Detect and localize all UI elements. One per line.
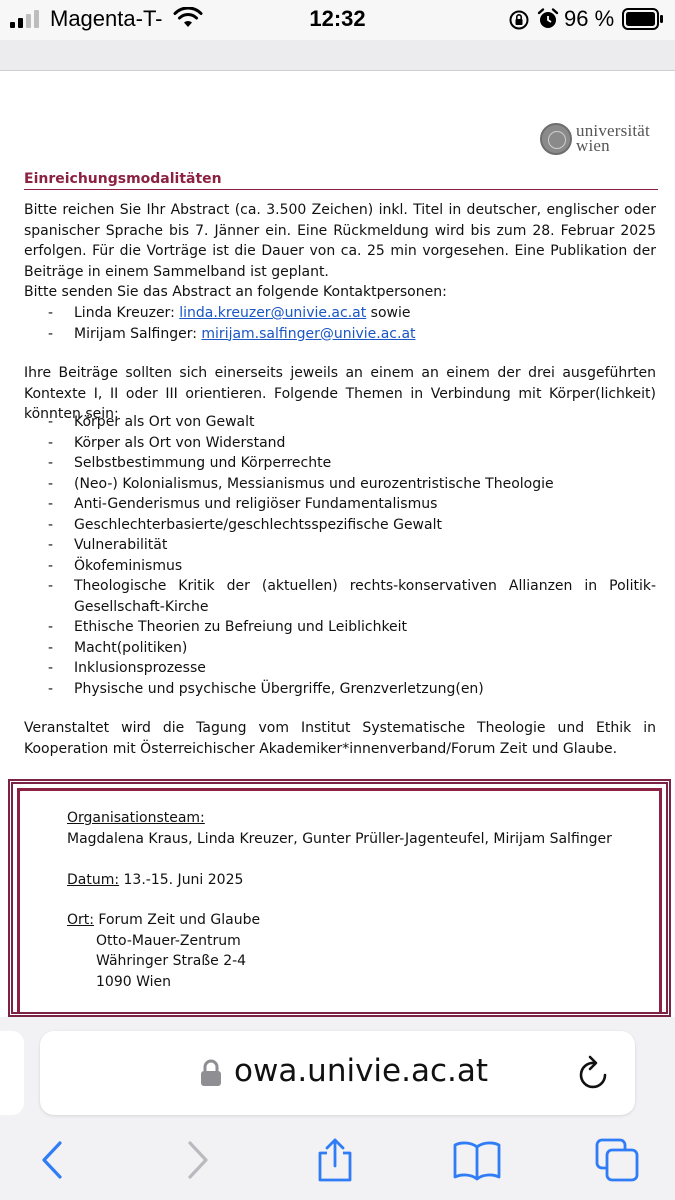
reload-icon[interactable] <box>576 1053 612 1091</box>
team-members: Magdalena Kraus, Linda Kreuzer, Gunter Prüller-Jagenteufel, Mirijam Salfinger <box>67 830 612 847</box>
viewer-top-strip <box>0 40 675 71</box>
tabs-icon[interactable] <box>594 1137 640 1183</box>
list-item: - Selbstbestimmung und Körperrechte <box>48 453 656 474</box>
place-line: 1090 Wien <box>96 973 171 990</box>
email-link[interactable]: linda.kreuzer@univie.ac.at <box>179 305 367 321</box>
list-item: - Physische und psychische Übergriffe, Grenzverletzung(en) <box>48 679 656 700</box>
list-item: - Anti-Genderismus und religiöser Fundamentalismus <box>48 494 656 515</box>
email-link[interactable]: mirijam.salfinger@univie.ac.at <box>201 325 416 342</box>
document-page[interactable] <box>0 71 675 1017</box>
clock: 12:32 <box>309 6 366 31</box>
list-item: - Ethische Theorien zu Befreiung und Leiblichkeit <box>48 617 656 638</box>
paragraph-organizer: Veranstaltet wird die Tagung vom Institut Systematische Theologie und Ethik in Kooperation mit Österreichischer Akademiker*innenverband/Forum Zeit und Glaube. <box>24 720 656 757</box>
info-box <box>8 779 671 1017</box>
list-item: - Theologische Kritik der (aktuellen) rechts-konservativen Allianzen in Politik-Gesellschaft-Kirche <box>48 576 656 617</box>
logo-line-2: wien <box>576 136 610 155</box>
address-bar[interactable] <box>40 1031 635 1115</box>
topics-list <box>48 412 656 699</box>
bookmarks-icon[interactable] <box>452 1137 502 1183</box>
section-title: Einreichungsmodalitäten <box>24 171 658 190</box>
list-item: - (Neo-) Kolonialismus, Messianismus und eurozentristische Theologie <box>48 474 656 495</box>
list-item: - Inklusionsprozesse <box>48 658 656 679</box>
paragraph-submission: Bitte reichen Sie Ihr Abstract (ca. 3.500 Zeichen) inkl. Titel in deutscher, englischer oder spanischer Sprache bis 7. Jänner ein. Eine Rückmeldung wird bis zum 28. Februar 2025 erfolgen. Für die Vorträge ist die Dauer von ca. 25 min vorgesehen. Eine Publikation der Beiträge in einem Sammelband ist geplant. <box>24 202 656 280</box>
alarm-icon <box>536 7 560 31</box>
list-item: - Macht(politiken) <box>48 638 656 659</box>
carrier-name: Magenta-T- <box>50 6 163 31</box>
list-item: - Geschlechterbasierte/geschlechtsspezifische Gewalt <box>48 515 656 536</box>
contacts-list <box>48 303 416 344</box>
date-label: Datum: <box>67 872 120 888</box>
previous-tab-preview[interactable] <box>0 1031 24 1115</box>
university-logo <box>540 123 650 159</box>
place-line: Otto-Mauer-Zentrum <box>96 932 241 949</box>
place-label: Ort: <box>67 912 94 928</box>
battery-icon <box>622 8 664 30</box>
list-item: - Ökofeminismus <box>48 556 656 577</box>
orientation-lock-icon <box>508 9 530 31</box>
place-line: Währinger Straße 2-4 <box>96 953 247 969</box>
team-label: Organisationsteam: <box>67 810 205 826</box>
list-item: - Mirijam Salfinger: mirijam.salfinger@univie.ac.at <box>48 324 416 345</box>
share-icon[interactable] <box>312 1137 358 1183</box>
forward-icon[interactable] <box>174 1137 220 1183</box>
list-item: - Körper als Ort von Widerstand <box>48 433 656 454</box>
battery-percent: 96 % <box>564 6 615 31</box>
date-value: 13.-15. Juni 2025 <box>119 872 244 888</box>
paragraph-topics-intro: Ihre Beiträge sollten sich einerseits jeweils an einem an einem der drei ausgeführten Kontexte I, II oder III orientieren. Folgende Themen in Verbindung mit Körper(lichkeit) könnten sein: <box>24 365 656 422</box>
university-seal-icon <box>540 123 572 155</box>
place-line: Forum Zeit und Glaube <box>93 912 261 928</box>
logo-line-1: universität <box>576 121 650 140</box>
contacts-intro: Bitte senden Sie das Abstract an folgende Kontaktpersonen: <box>24 284 447 300</box>
list-item: - Vulnerabilität <box>48 535 656 556</box>
back-icon[interactable] <box>30 1137 76 1183</box>
list-item: - Körper als Ort von Gewalt <box>48 412 656 433</box>
status-bar <box>0 0 675 40</box>
list-item: - Linda Kreuzer: linda.kreuzer@univie.ac.at sowie <box>48 303 416 324</box>
url-text: owa.univie.ac.at <box>234 1053 489 1089</box>
browser-bottom-bar <box>0 1017 675 1200</box>
lock-icon <box>200 1059 222 1087</box>
